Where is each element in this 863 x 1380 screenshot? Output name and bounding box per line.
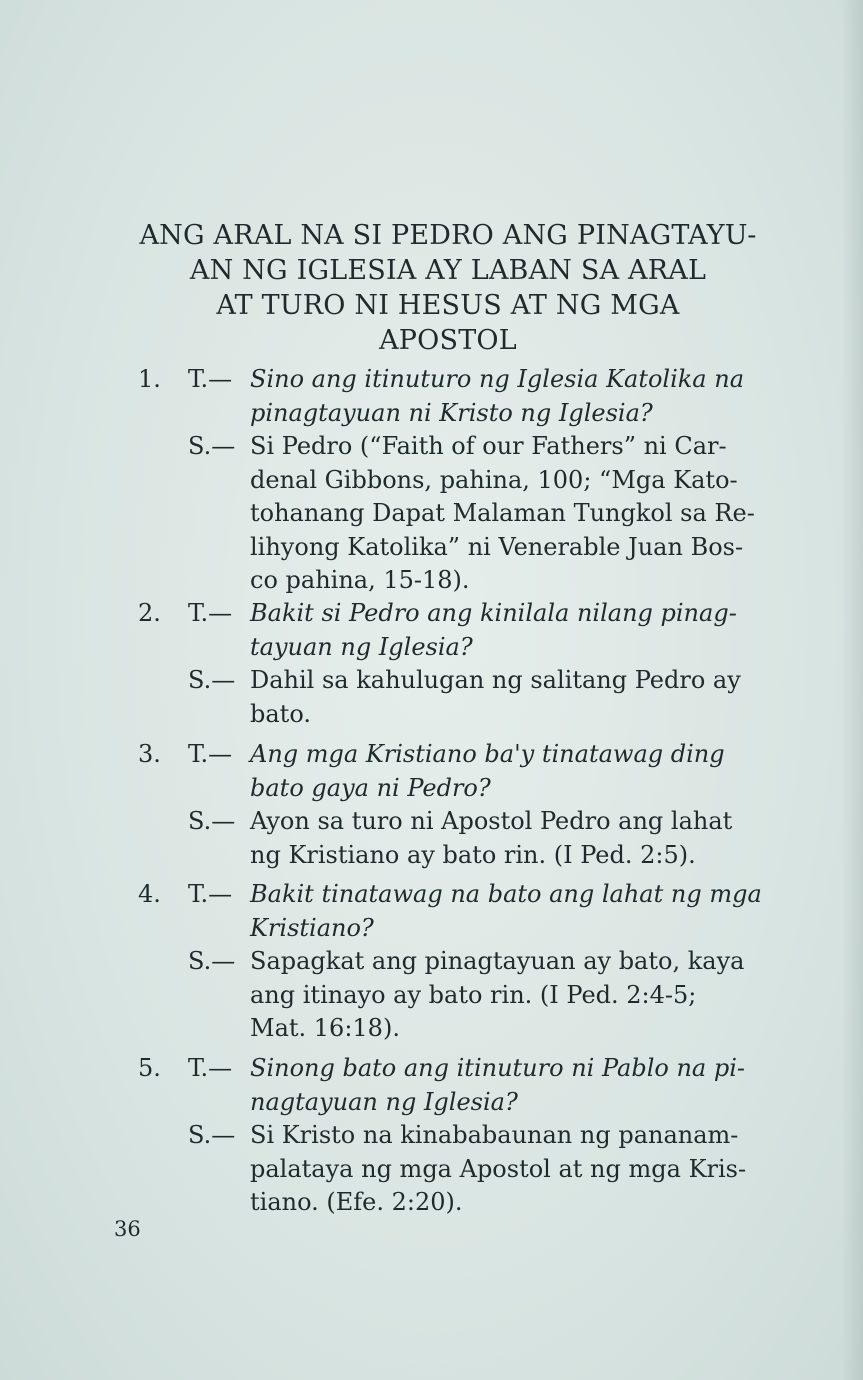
- answer: [138, 1119, 798, 1220]
- answer: [138, 430, 798, 598]
- question-line: nagtayuan ng Iglesia?: [250, 1087, 518, 1116]
- question-tag: T.—: [188, 880, 233, 908]
- question: [138, 878, 798, 945]
- heading-line: AN NG IGLESIA AY LABAN SA ARAL: [189, 255, 707, 286]
- answer-tag: S.—: [188, 947, 236, 975]
- answer-line: Mat. 16:18).: [250, 1014, 400, 1042]
- answer-line: Si Kristo na kinababaunan ng pananam-: [250, 1121, 739, 1149]
- answer-tag: S.—: [188, 666, 236, 694]
- qa-item-1: [138, 363, 798, 598]
- answer: [138, 664, 798, 731]
- qa-item-3: [138, 738, 798, 872]
- answer-line: ang itinayo ay bato rin. (I Ped. 2:4-5;: [250, 980, 697, 1009]
- answer-line: Si Pedro (“Faith of our Fathers” ni Car-: [250, 432, 727, 460]
- question: [138, 738, 798, 805]
- heading-line: AT TURO NI HESUS AT NG MGA: [216, 290, 680, 321]
- item-number: 3.: [138, 740, 161, 768]
- heading-line: APOSTOL: [379, 325, 517, 356]
- question-line: bato gaya ni Pedro?: [250, 773, 491, 802]
- answer: [138, 945, 798, 1046]
- answer-line: Sapagkat ang pinagtayuan ay bato, kaya: [250, 947, 745, 975]
- answer-tag: S.—: [188, 807, 236, 835]
- question-line: pinagtayuan ni Kristo ng Iglesia?: [250, 398, 653, 427]
- answer-line: denal Gibbons, pahina, 100; “Mga Kato-: [250, 465, 738, 494]
- answer-line: palataya ng mga Apostol at ng mga Kris-: [250, 1154, 747, 1183]
- question-line: Bakit tinatawag na bato ang lahat ng mga: [250, 880, 762, 908]
- item-number: 4.: [138, 880, 161, 908]
- item-number: 2.: [138, 599, 161, 627]
- question-line: Sino ang itinuturo ng Iglesia Katolika na: [250, 365, 745, 393]
- question-line: tayuan ng Iglesia?: [250, 632, 473, 661]
- section-heading: [108, 218, 788, 358]
- answer-line: ng Kristiano ay bato rin. (I Ped. 2:5).: [250, 840, 696, 869]
- answer-line: tiano. (Efe. 2:20).: [250, 1188, 463, 1216]
- answer-line: Ayon sa turo ni Apostol Pedro ang lahat: [250, 807, 733, 835]
- qa-item-5: [138, 1052, 798, 1220]
- question-line: Kristiano?: [250, 913, 374, 942]
- question-tag: T.—: [188, 365, 233, 393]
- answer-line: Dahil sa kahulugan ng salitang Pedro ay: [250, 666, 741, 694]
- question-line: Bakit si Pedro ang kinilala nilang pinag-: [250, 599, 737, 627]
- answer-tag: S.—: [188, 1121, 236, 1149]
- question-tag: T.—: [188, 740, 233, 768]
- question: [138, 597, 798, 664]
- question: [138, 1052, 798, 1119]
- item-number: 5.: [138, 1054, 161, 1082]
- question-tag: T.—: [188, 1054, 233, 1082]
- qa-item-2: [138, 597, 798, 731]
- answer-line: lihyong Katolika” ni Venerable Juan Bos-: [250, 532, 744, 561]
- answer-tag: S.—: [188, 432, 236, 460]
- question-tag: T.—: [188, 599, 233, 627]
- question-line: Sinong bato ang itinuturo ni Pablo na pi-: [250, 1054, 745, 1082]
- item-number: 1.: [138, 365, 161, 393]
- page-number: 36: [114, 1217, 141, 1241]
- answer-line: co pahina, 15-18).: [250, 566, 470, 594]
- qa-item-4: [138, 878, 798, 1046]
- page-edge-shadow: [841, 0, 863, 1380]
- question-line: Ang mga Kristiano ba'y tinatawag ding: [250, 740, 725, 768]
- heading-line: ANG ARAL NA SI PEDRO ANG PINAGTAYU-: [139, 220, 757, 251]
- answer-line: tohanang Dapat Malaman Tungkol sa Re-: [250, 499, 755, 527]
- answer-line: bato.: [250, 699, 311, 728]
- question: [138, 363, 798, 430]
- answer: [138, 805, 798, 872]
